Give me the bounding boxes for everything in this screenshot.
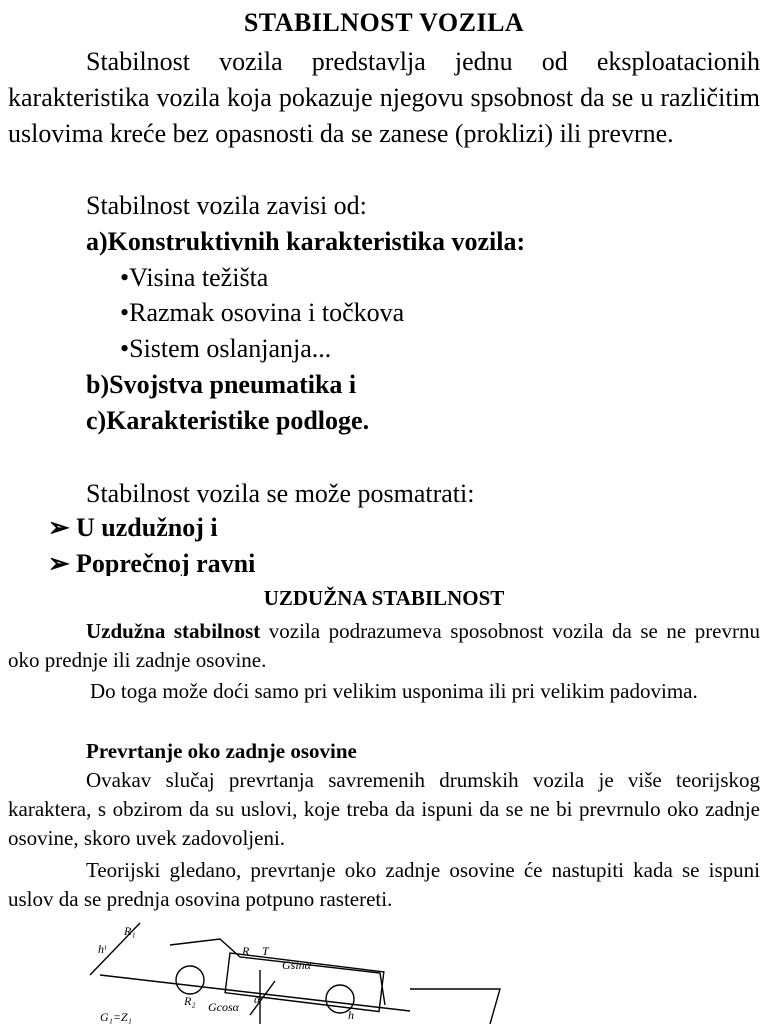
arrow-bullet-icon: ➢: [48, 513, 70, 542]
label-h: h: [348, 1008, 354, 1022]
bold-term: Uzdužna stabilnost: [86, 619, 261, 643]
arrow-bullet-icon: ➢: [48, 549, 70, 576]
label-r: R: [242, 944, 250, 958]
label-t: T: [262, 944, 269, 958]
plane-label: Poprečnoj ravni: [76, 549, 256, 576]
intro-paragraph: Stabilnost vozila predstavlja jednu od eksploatacionih karakteristika vozila koja pokazuje njegovu spsobnost da se u različitim uslovima kreće bez opasnosti da se zanese (proklizi) ili prevrne.: [8, 47, 760, 148]
factor-c: c)Karakteristike podloge.: [86, 406, 370, 435]
paragraph-front-axle-unload: Teorijski gledano, prevrtanje oko zadnje osovine će nastupiti kada se ispuni uslov da se prednja osovina potpuno rastereti.: [8, 858, 760, 911]
plane-item-longitudinal: [48, 510, 218, 546]
sub-item-suspension: •Sistem oslanjanja...: [120, 334, 332, 363]
label-r2: R₂: [184, 994, 196, 1008]
factor-b: b)Svojstva pneumatika i: [86, 370, 357, 399]
observe-text: Stabilnost vozila se može posmatrati:: [86, 479, 475, 508]
page-title: STABILNOST VOZILA: [243, 8, 525, 37]
vehicle-on-slope-diagram: [80, 915, 760, 1024]
side-box: [410, 989, 500, 1024]
plane-label: U uzdužnoj i: [76, 513, 218, 542]
label-alpha: α: [254, 992, 261, 1006]
paragraph-longitudinal-stability: [8, 617, 760, 675]
paragraph-rear-axle-theory: Ovakav slučaj prevrtanja savremenih drumskih vozila je više teorijskog karaktera, s obzirom da su uslovi, koje treba da ispuni da se ne bi prevrnulo oko zadnje osovine, skoro uvek zadovoljeni.: [8, 768, 760, 850]
label-ht: hᵗ: [98, 942, 107, 956]
label-r1: R₁: [124, 924, 136, 938]
sub-item-center-of-gravity: •Visina težišta: [120, 263, 269, 292]
subheading-rear-axle: Prevrtanje oko zadnje osovine: [86, 739, 357, 763]
sub-item-wheelbase: •Razmak osovina i točkova: [120, 298, 405, 327]
label-g1z1: G₁=Z₁: [100, 1010, 132, 1024]
plane-item-transverse: [48, 546, 255, 576]
front-wheel: [176, 966, 204, 994]
paragraph-text: vozila podrazumeva sposobnost vozila da se ne prevrnu oko prednje ili zadnje osovine.: [8, 619, 760, 672]
section-heading: UZDUŽNA STABILNOST: [263, 586, 505, 610]
label-gcos: Gcosα: [208, 1000, 239, 1014]
factor-a: a)Konstruktivnih karakteristika vozila:: [86, 227, 526, 256]
paragraph-slopes: Do toga može doći samo pri velikim usponima ili pri velikim padovima.: [90, 679, 698, 703]
label-gsin: Gsinα: [282, 958, 311, 972]
depends-on-text: Stabilnost vozila zavisi od:: [86, 191, 367, 220]
